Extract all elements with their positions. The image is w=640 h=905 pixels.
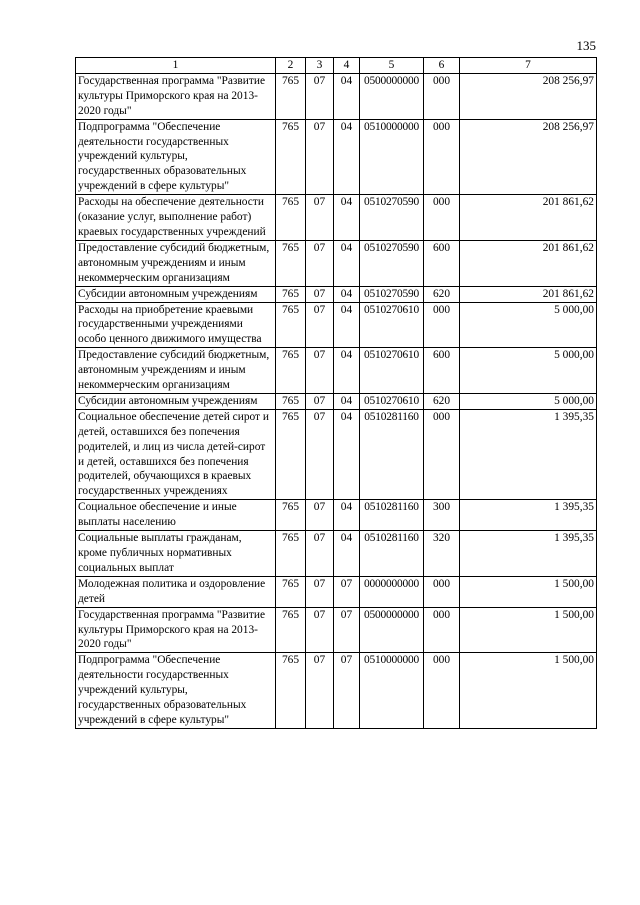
column-header-5: 5 bbox=[360, 58, 424, 74]
row-code-expense-type: 000 bbox=[424, 195, 460, 241]
row-code-section: 07 bbox=[306, 531, 334, 577]
row-amount: 1 395,35 bbox=[460, 409, 597, 499]
row-code-expense-type: 620 bbox=[424, 393, 460, 409]
row-code-admin: 765 bbox=[276, 195, 306, 241]
column-header-4: 4 bbox=[334, 58, 360, 74]
row-amount: 208 256,97 bbox=[460, 73, 597, 119]
row-code-expense-type: 320 bbox=[424, 531, 460, 577]
row-code-subsection: 04 bbox=[334, 393, 360, 409]
column-header-1: 1 bbox=[76, 58, 276, 74]
row-name: Социальное обеспечение и иные выплаты населению bbox=[76, 500, 276, 531]
column-header-3: 3 bbox=[306, 58, 334, 74]
table-row bbox=[76, 286, 597, 302]
table-row bbox=[76, 500, 597, 531]
row-code-section: 07 bbox=[306, 607, 334, 653]
row-code-section: 07 bbox=[306, 393, 334, 409]
row-amount: 1 500,00 bbox=[460, 576, 597, 607]
table-row bbox=[76, 73, 597, 119]
row-code-admin: 765 bbox=[276, 393, 306, 409]
table-row bbox=[76, 240, 597, 286]
row-code-expense-type: 000 bbox=[424, 73, 460, 119]
table-row bbox=[76, 653, 597, 729]
row-code-admin: 765 bbox=[276, 240, 306, 286]
row-code-expense-type: 600 bbox=[424, 240, 460, 286]
row-amount: 208 256,97 bbox=[460, 119, 597, 195]
row-code-admin: 765 bbox=[276, 119, 306, 195]
row-code-subsection: 04 bbox=[334, 302, 360, 348]
row-code-admin: 765 bbox=[276, 409, 306, 499]
table-row bbox=[76, 607, 597, 653]
row-code-subsection: 07 bbox=[334, 653, 360, 729]
row-amount: 201 861,62 bbox=[460, 286, 597, 302]
table-row bbox=[76, 195, 597, 241]
row-amount: 1 500,00 bbox=[460, 607, 597, 653]
row-code-section: 07 bbox=[306, 286, 334, 302]
row-code-section: 07 bbox=[306, 195, 334, 241]
table-row bbox=[76, 531, 597, 577]
row-code-subsection: 04 bbox=[334, 500, 360, 531]
table-row bbox=[76, 119, 597, 195]
row-code-expense-type: 000 bbox=[424, 302, 460, 348]
row-code-subsection: 04 bbox=[334, 286, 360, 302]
header-row bbox=[76, 58, 597, 74]
row-amount: 201 861,62 bbox=[460, 195, 597, 241]
row-code-admin: 765 bbox=[276, 653, 306, 729]
row-code-section: 07 bbox=[306, 119, 334, 195]
table-row bbox=[76, 409, 597, 499]
row-amount: 5 000,00 bbox=[460, 393, 597, 409]
row-code-expense-type: 000 bbox=[424, 119, 460, 195]
row-name: Субсидии автономным учреждениям bbox=[76, 393, 276, 409]
row-code-target: 0510281160 bbox=[360, 409, 424, 499]
row-name: Государственная программа "Развитие культуры Приморского края на 2013-2020 годы" bbox=[76, 73, 276, 119]
row-code-subsection: 04 bbox=[334, 73, 360, 119]
row-code-subsection: 04 bbox=[334, 240, 360, 286]
row-amount: 1 395,35 bbox=[460, 500, 597, 531]
row-name: Расходы на приобретение краевыми государственными учреждениями особо ценного движимого имущества bbox=[76, 302, 276, 348]
row-code-subsection: 07 bbox=[334, 576, 360, 607]
row-code-subsection: 04 bbox=[334, 531, 360, 577]
row-amount: 1 395,35 bbox=[460, 531, 597, 577]
table-row bbox=[76, 348, 597, 394]
row-code-target: 0510270610 bbox=[360, 393, 424, 409]
row-code-target: 0510270590 bbox=[360, 240, 424, 286]
row-code-expense-type: 300 bbox=[424, 500, 460, 531]
row-code-expense-type: 000 bbox=[424, 576, 460, 607]
row-code-target: 0510281160 bbox=[360, 531, 424, 577]
table-body bbox=[76, 73, 597, 728]
budget-table bbox=[75, 57, 597, 729]
row-code-subsection: 04 bbox=[334, 195, 360, 241]
row-code-target: 0510000000 bbox=[360, 119, 424, 195]
row-code-admin: 765 bbox=[276, 576, 306, 607]
row-amount: 1 500,00 bbox=[460, 653, 597, 729]
row-name: Молодежная политика и оздоровление детей bbox=[76, 576, 276, 607]
page-number: 135 bbox=[576, 38, 596, 53]
row-code-target: 0510281160 bbox=[360, 500, 424, 531]
row-name: Подпрограмма "Обеспечение деятельности государственных учреждений культуры, государственных образовательных учреждений в сфере культуры" bbox=[76, 119, 276, 195]
column-header-6: 6 bbox=[424, 58, 460, 74]
table-header bbox=[76, 58, 597, 74]
row-code-target: 0510270610 bbox=[360, 348, 424, 394]
row-code-section: 07 bbox=[306, 73, 334, 119]
row-code-section: 07 bbox=[306, 409, 334, 499]
row-name: Расходы на обеспечение деятельности (оказание услуг, выполнение работ) краевых государственных учреждений bbox=[76, 195, 276, 241]
row-name: Социальное обеспечение детей сирот и детей, оставшихся без попечения родителей, и лиц из числа детей-сирот и детей, оставшихся без попечения родителей, обучающихся в краевых государственных учреждениях bbox=[76, 409, 276, 499]
row-amount: 201 861,62 bbox=[460, 240, 597, 286]
row-code-subsection: 04 bbox=[334, 409, 360, 499]
row-code-target: 0510270590 bbox=[360, 195, 424, 241]
row-code-section: 07 bbox=[306, 240, 334, 286]
row-code-admin: 765 bbox=[276, 286, 306, 302]
row-code-admin: 765 bbox=[276, 73, 306, 119]
column-header-7: 7 bbox=[460, 58, 597, 74]
row-code-admin: 765 bbox=[276, 348, 306, 394]
table-row bbox=[76, 302, 597, 348]
table-row bbox=[76, 393, 597, 409]
row-amount: 5 000,00 bbox=[460, 302, 597, 348]
row-code-admin: 765 bbox=[276, 531, 306, 577]
row-amount: 5 000,00 bbox=[460, 348, 597, 394]
row-code-subsection: 04 bbox=[334, 348, 360, 394]
row-code-section: 07 bbox=[306, 500, 334, 531]
row-name: Предоставление субсидий бюджетным, автономным учреждениям и иным некоммерческим организациям bbox=[76, 240, 276, 286]
row-code-expense-type: 620 bbox=[424, 286, 460, 302]
table-row bbox=[76, 576, 597, 607]
row-code-section: 07 bbox=[306, 576, 334, 607]
row-code-target: 0500000000 bbox=[360, 607, 424, 653]
row-code-admin: 765 bbox=[276, 607, 306, 653]
row-code-section: 07 bbox=[306, 348, 334, 394]
row-name: Субсидии автономным учреждениям bbox=[76, 286, 276, 302]
row-code-target: 0510000000 bbox=[360, 653, 424, 729]
row-code-section: 07 bbox=[306, 653, 334, 729]
row-code-target: 0000000000 bbox=[360, 576, 424, 607]
row-code-target: 0510270610 bbox=[360, 302, 424, 348]
row-code-expense-type: 000 bbox=[424, 607, 460, 653]
row-code-target: 0510270590 bbox=[360, 286, 424, 302]
row-code-expense-type: 000 bbox=[424, 653, 460, 729]
row-code-target: 0500000000 bbox=[360, 73, 424, 119]
row-code-subsection: 07 bbox=[334, 607, 360, 653]
row-code-expense-type: 000 bbox=[424, 409, 460, 499]
row-code-admin: 765 bbox=[276, 500, 306, 531]
row-name: Государственная программа "Развитие культуры Приморского края на 2013-2020 годы" bbox=[76, 607, 276, 653]
row-code-admin: 765 bbox=[276, 302, 306, 348]
row-code-expense-type: 600 bbox=[424, 348, 460, 394]
row-name: Предоставление субсидий бюджетным, автономным учреждениям и иным некоммерческим организациям bbox=[76, 348, 276, 394]
row-code-subsection: 04 bbox=[334, 119, 360, 195]
row-code-section: 07 bbox=[306, 302, 334, 348]
row-name: Социальные выплаты гражданам, кроме публичных нормативных социальных выплат bbox=[76, 531, 276, 577]
row-name: Подпрограмма "Обеспечение деятельности государственных учреждений культуры, государственных образовательных учреждений в сфере культуры" bbox=[76, 653, 276, 729]
column-header-2: 2 bbox=[276, 58, 306, 74]
